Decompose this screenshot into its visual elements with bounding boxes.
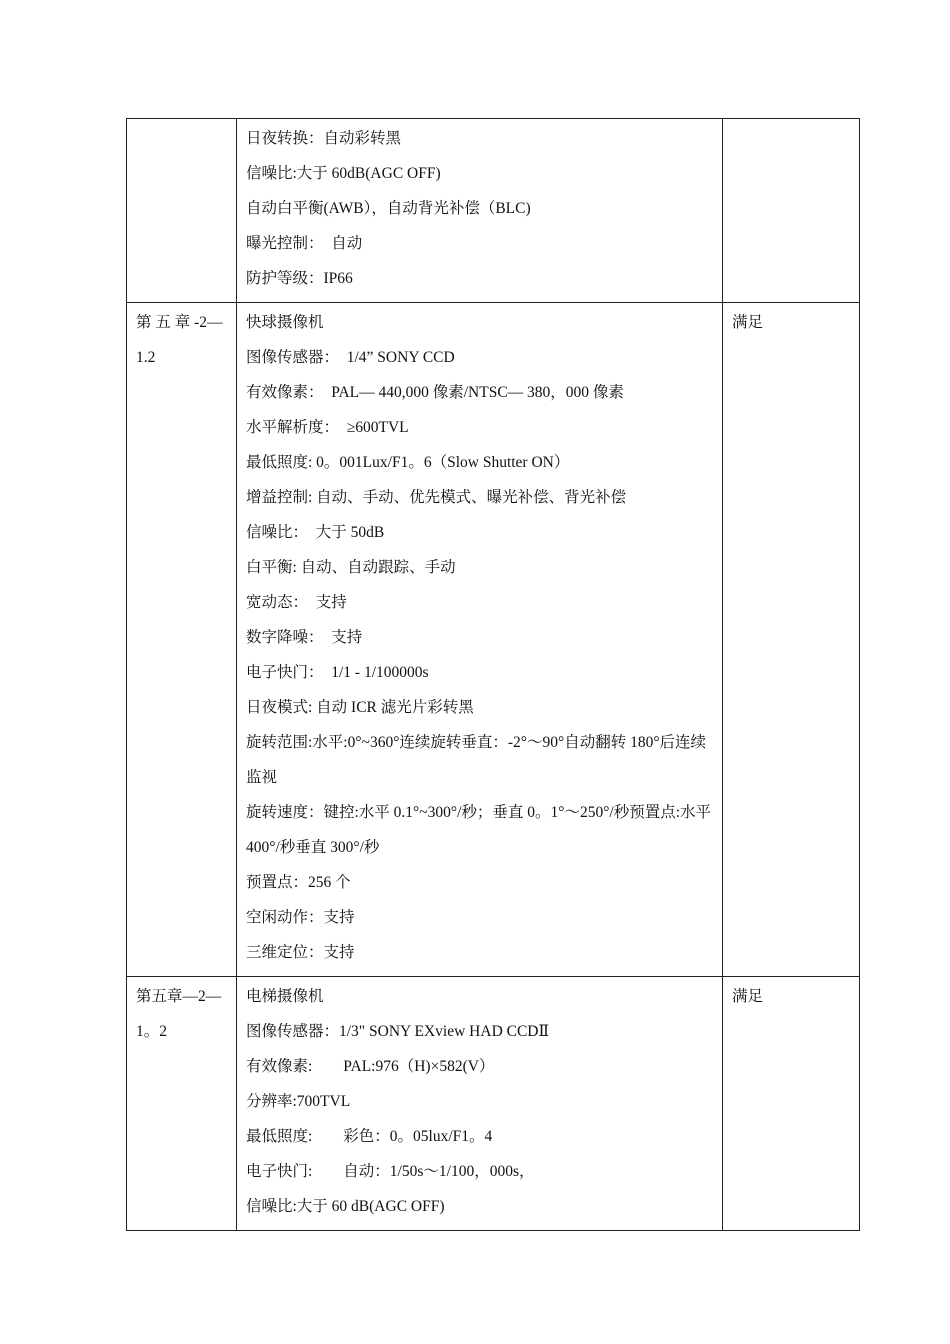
spec-line: 有效像素: PAL:976（H)×582(V） xyxy=(246,1058,495,1075)
spec-line: 电子快门： 1/1 - 1/100000s xyxy=(246,664,429,681)
spec-cell xyxy=(237,977,723,1231)
spec-line: 三维定位：支持 xyxy=(246,944,355,961)
spec-line: 日夜转换：自动彩转黑 xyxy=(246,130,402,147)
spec-line: 图像传感器： 1/4” SONY CCD xyxy=(246,349,455,366)
spec-line: 防护等级：IP66 xyxy=(246,270,353,287)
spec-cell xyxy=(237,119,723,303)
spec-line: 增益控制: 自动、手动、优先模式、曝光补偿、背光补偿 xyxy=(246,489,627,506)
spec-line: 空闲动作：支持 xyxy=(246,909,355,926)
spec-line: 分辨率:700TVL xyxy=(246,1093,351,1110)
spec-line: 信噪比:大于 60 dB(AGC OFF) xyxy=(246,1198,445,1215)
spec-compliance-table xyxy=(126,118,860,1231)
clause-ref-cell: 第 五 章 -2—1.2 xyxy=(127,303,237,977)
compliance-cell: 满足 xyxy=(723,977,860,1231)
clause-ref-cell xyxy=(127,119,237,303)
spec-line: 预置点：256 个 xyxy=(246,874,351,891)
spec-line: 旋转范围:水平:0°~360°连续旋转垂直：-2°～90°自动翻转 180°后连续监视 xyxy=(246,734,707,786)
spec-line: 最低照度: 0。001Lux/F1。6（Slow Shutter ON） xyxy=(246,454,570,471)
table-row xyxy=(127,119,860,303)
table-row xyxy=(127,977,860,1231)
spec-line: 快球摄像机 xyxy=(246,314,324,331)
spec-line: 日夜模式: 自动 ICR 滤光片彩转黑 xyxy=(246,699,474,716)
spec-line: 信噪比： 大于 50dB xyxy=(246,524,385,541)
spec-line: 曝光控制： 自动 xyxy=(246,235,363,252)
spec-line: 自动白平衡(AWB），自动背光补偿（BLC) xyxy=(246,200,531,217)
table-row xyxy=(127,303,860,977)
spec-line: 水平解析度： ≥600TVL xyxy=(246,419,409,436)
spec-line: 白平衡: 自动、自动跟踪、手动 xyxy=(246,559,456,576)
spec-cell xyxy=(237,303,723,977)
spec-line: 电梯摄像机 xyxy=(246,988,324,1005)
spec-line: 宽动态： 支持 xyxy=(246,594,347,611)
clause-ref-cell: 第五章—2—1。2 xyxy=(127,977,237,1231)
spec-line: 图像传感器：1/3" SONY EXview HAD CCDⅡ xyxy=(246,1023,550,1040)
spec-line: 电子快门: 自动：1/50s～1/100，000s， xyxy=(246,1163,535,1180)
spec-line: 旋转速度：键控:水平 0.1°~300°/秒；垂直 0。1°～250°/秒预置点:水平 400°/秒垂直 300°/秒 xyxy=(246,804,712,856)
spec-line: 有效像素： PAL— 440,000 像素/NTSC— 380，000 像素 xyxy=(246,384,624,401)
spec-line: 最低照度: 彩色：0。05lux/F1。4 xyxy=(246,1128,493,1145)
compliance-cell: 满足 xyxy=(723,303,860,977)
compliance-cell xyxy=(723,119,860,303)
spec-line: 数字降噪： 支持 xyxy=(246,629,363,646)
spec-line: 信噪比:大于 60dB(AGC OFF) xyxy=(246,165,441,182)
